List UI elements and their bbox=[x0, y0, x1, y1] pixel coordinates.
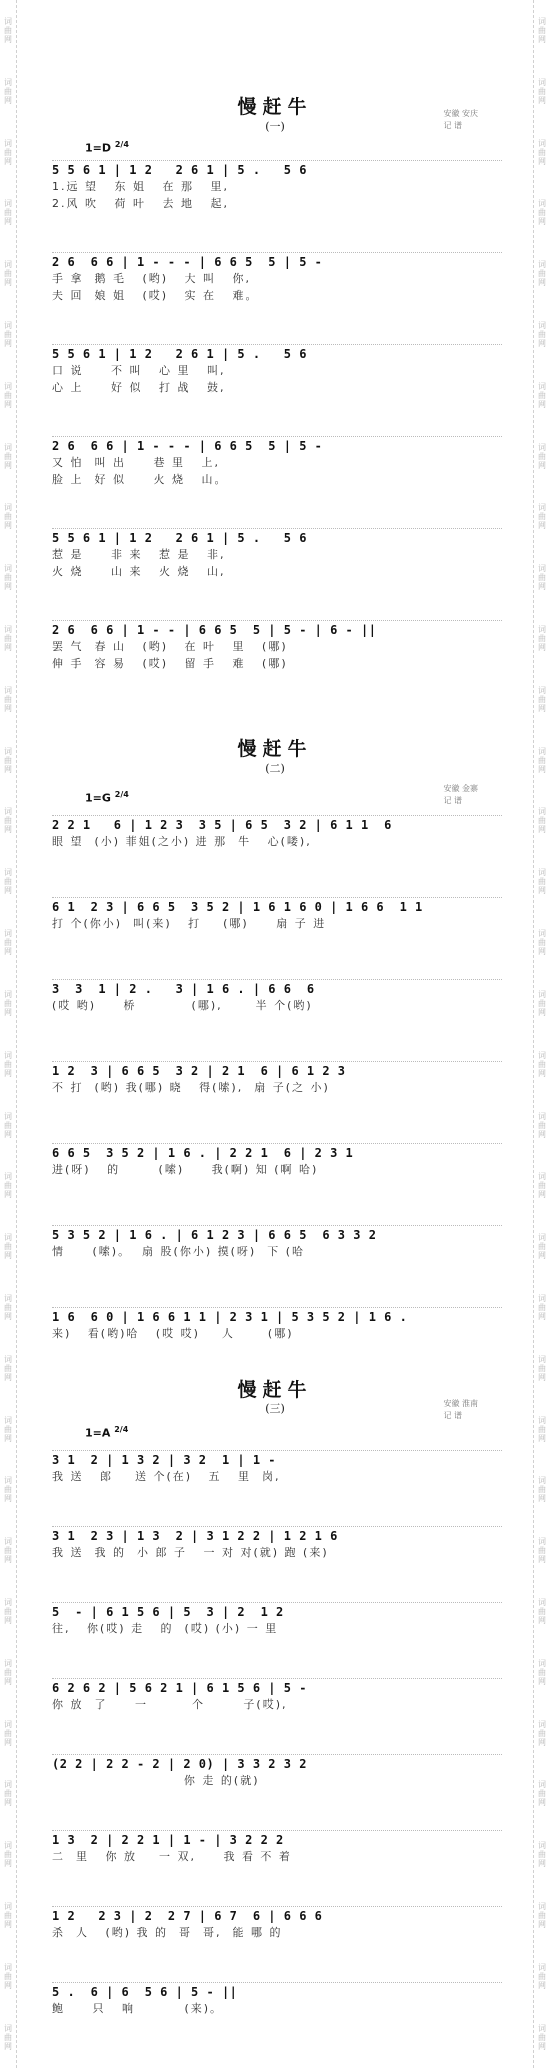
notation-system bbox=[52, 1602, 502, 1636]
watermark-text: 词曲网 bbox=[537, 807, 547, 835]
left-margin-watermark bbox=[0, 0, 17, 2068]
watermark-text: 词曲网 bbox=[3, 1598, 13, 1626]
watermark-text: 词曲网 bbox=[537, 746, 547, 774]
watermark-text: 词曲网 bbox=[537, 1841, 547, 1869]
piece-3-credit: 安徽 淮南 记 谱 bbox=[443, 1399, 478, 1420]
lyric-line: 我 送 我 的 小 郎 子 一 对 对(就) 跑 (来) bbox=[52, 1546, 329, 1559]
notation-system bbox=[52, 1526, 502, 1560]
lyric-line: (哎 哟) 桥 (哪), 半 个(哟) bbox=[52, 999, 313, 1012]
lyric-line: 惹 是 非 来 惹 是 非, bbox=[52, 548, 226, 561]
watermark-text: 词曲网 bbox=[537, 1233, 547, 1261]
lyric-line: 2.风 吹 荷 叶 去 地 起, bbox=[52, 197, 229, 210]
jianpu-notes: 5 . 6 | 6 5 6 | 5 - || bbox=[52, 1982, 502, 1999]
notation-system bbox=[52, 160, 502, 211]
lyric-line: 往, 你(哎) 走 的 (哎) (小) 一 里 bbox=[52, 1622, 279, 1635]
watermark-text: 词曲网 bbox=[3, 503, 13, 531]
score-sheet bbox=[30, 0, 520, 2068]
lyric-line: 鲍 只 响 (来)。 bbox=[52, 2002, 224, 2015]
lyric-line: 罢 气 春 山 (哟) 在 叶 里 (哪) bbox=[52, 640, 288, 653]
lyric-line: 我 送 郎 送 个(在) 五 里 岗, bbox=[52, 1470, 281, 1483]
watermark-text: 词曲网 bbox=[3, 1293, 13, 1321]
watermark-text: 词曲网 bbox=[3, 1658, 13, 1686]
watermark-text: 词曲网 bbox=[3, 929, 13, 957]
watermark-text: 词曲网 bbox=[3, 1050, 13, 1078]
piece-3-number: (三) bbox=[265, 1402, 285, 1415]
watermark-text: 词曲网 bbox=[3, 1780, 13, 1808]
notation-system bbox=[52, 252, 502, 303]
watermark-text: 词曲网 bbox=[3, 320, 13, 348]
watermark-text: 词曲网 bbox=[537, 1719, 547, 1747]
watermark-text: 词曲网 bbox=[537, 1111, 547, 1139]
piece-2-key: 1=G $^{2/4}$ bbox=[85, 790, 129, 805]
jianpu-notes: 2 2 1 6 | 1 2 3 3 5 | 6 5 3 2 | 6 1 1 6 bbox=[52, 815, 502, 832]
watermark-text: 词曲网 bbox=[537, 1658, 547, 1686]
lyric-line: 二 里 你 放 一 双, 我 看 不 着 bbox=[52, 1850, 292, 1863]
lyric-line: 又 怕 叫 出 巷 里 上, bbox=[52, 456, 220, 469]
watermark-text: 词曲网 bbox=[3, 1111, 13, 1139]
piece-3-title: 慢赶牛 bbox=[237, 1379, 313, 1401]
lyric-line: 手 拿 鹅 毛 (哟) 大 叫 你, bbox=[52, 272, 252, 285]
watermark-text: 词曲网 bbox=[3, 685, 13, 713]
watermark-text: 词曲网 bbox=[537, 1050, 547, 1078]
watermark-text: 词曲网 bbox=[3, 746, 13, 774]
watermark-text: 词曲网 bbox=[3, 1233, 13, 1261]
lyric-line: 火 烧 山 来 火 烧 山, bbox=[52, 565, 226, 578]
watermark-text: 词曲网 bbox=[537, 564, 547, 592]
watermark-text: 词曲网 bbox=[3, 989, 13, 1017]
watermark-text: 词曲网 bbox=[3, 564, 13, 592]
notation-system bbox=[52, 1830, 502, 1864]
notation-system bbox=[52, 620, 502, 671]
jianpu-notes: 6 1 2 3 | 6 6 5 3 5 2 | 1 6 1 6 0 | 1 6 6 1 1 bbox=[52, 897, 502, 914]
watermark-text: 词曲网 bbox=[537, 1293, 547, 1321]
watermark-text: 词曲网 bbox=[3, 381, 13, 409]
watermark-text: 词曲网 bbox=[3, 16, 13, 44]
jianpu-notes: 6 2 6 2 | 5 6 2 1 | 6 1 5 6 | 5 - bbox=[52, 1678, 502, 1695]
jianpu-notes: 2 6 6 6 | 1 - - - | 6 6 5 5 | 5 - bbox=[52, 436, 502, 453]
watermark-text: 词曲网 bbox=[3, 1841, 13, 1869]
watermark-text: 词曲网 bbox=[537, 685, 547, 713]
watermark-text: 词曲网 bbox=[537, 1598, 547, 1626]
jianpu-notes: 5 5 6 1 | 1 2 2 6 1 | 5 . 5 6 bbox=[52, 344, 502, 361]
watermark-text: 词曲网 bbox=[3, 1476, 13, 1504]
notation-system bbox=[52, 344, 502, 395]
watermark-text: 词曲网 bbox=[537, 1354, 547, 1382]
notation-system bbox=[52, 815, 502, 849]
watermark-text: 词曲网 bbox=[3, 138, 13, 166]
notation-system bbox=[52, 1906, 502, 1940]
watermark-text: 词曲网 bbox=[3, 807, 13, 835]
lyric-line: 伸 手 容 易 (哎) 留 手 难 (哪) bbox=[52, 657, 288, 670]
watermark-text: 词曲网 bbox=[3, 1537, 13, 1565]
piece-3-key: 1=A $^{2/4}$ bbox=[85, 1425, 129, 1440]
watermark-text: 词曲网 bbox=[3, 1172, 13, 1200]
lyric-line: 不 打 (哟) 我(哪) 晓 得(嗦), 扇 子(之 小) bbox=[52, 1081, 330, 1094]
jianpu-notes: 5 - | 6 1 5 6 | 5 3 | 2 1 2 bbox=[52, 1602, 502, 1619]
notation-system bbox=[52, 979, 502, 1013]
watermark-text: 词曲网 bbox=[3, 442, 13, 470]
lyric-line: 你 放 了 一 个 子(哎), bbox=[52, 1698, 288, 1711]
piece-1-number: (一) bbox=[265, 120, 285, 133]
watermark-text: 词曲网 bbox=[3, 1719, 13, 1747]
watermark-text: 词曲网 bbox=[537, 1476, 547, 1504]
piece-2-credit: 安徽 金寨 记 谱 bbox=[443, 784, 478, 805]
lyric-line: 1.远 望 东 姐 在 那 里, bbox=[52, 180, 229, 193]
watermark-text: 词曲网 bbox=[537, 625, 547, 653]
right-margin-watermark bbox=[533, 0, 550, 2068]
piece-1-title: 慢赶牛 bbox=[237, 96, 313, 118]
watermark-text: 词曲网 bbox=[537, 381, 547, 409]
lyric-line: 打 个(你小) 叫(来) 打 (哪) 扇 子 进 bbox=[52, 917, 327, 930]
piece-1-credit: 安徽 安庆 记 谱 bbox=[443, 109, 478, 130]
lyric-line: 情 (嗦)。 扇 股(你小) 摸(呀) 下 (哈 bbox=[52, 1245, 305, 1258]
jianpu-notes: 1 3 2 | 2 2 1 | 1 - | 3 2 2 2 bbox=[52, 1830, 502, 1847]
watermark-text: 词曲网 bbox=[537, 503, 547, 531]
piece-1-key: 1=D $^{2/4}$ bbox=[85, 140, 129, 155]
watermark-text: 词曲网 bbox=[537, 868, 547, 896]
piece-2-number: (二) bbox=[265, 762, 285, 775]
notation-system bbox=[52, 1225, 502, 1259]
lyric-line: 你 走 的(就) bbox=[52, 1774, 260, 1787]
lyric-line: 眼 望 (小) 菲姐(之小) 进 那 牛 心(喽), bbox=[52, 835, 312, 848]
jianpu-notes: 5 5 6 1 | 1 2 2 6 1 | 5 . 5 6 bbox=[52, 528, 502, 545]
watermark-text: 词曲网 bbox=[537, 929, 547, 957]
lyric-line: 来) 看(哟)哈 (哎 哎) 人 (哪) bbox=[52, 1327, 294, 1340]
watermark-text: 词曲网 bbox=[3, 1354, 13, 1382]
watermark-text: 词曲网 bbox=[537, 1902, 547, 1930]
notation-system bbox=[52, 897, 502, 931]
watermark-text: 词曲网 bbox=[537, 442, 547, 470]
lyric-line: 心 上 好 似 打 战 鼓, bbox=[52, 381, 226, 394]
jianpu-notes: 6 6 5 3 5 2 | 1 6 . | 2 2 1 6 | 2 3 1 bbox=[52, 1143, 502, 1160]
notation-system bbox=[52, 528, 502, 579]
watermark-text: 词曲网 bbox=[537, 199, 547, 227]
notation-system bbox=[52, 1061, 502, 1095]
watermark-text: 词曲网 bbox=[537, 16, 547, 44]
notation-system bbox=[52, 436, 502, 487]
watermark-text: 词曲网 bbox=[537, 320, 547, 348]
notation-system bbox=[52, 1450, 502, 1484]
jianpu-notes: 2 6 6 6 | 1 - - | 6 6 5 5 | 5 - | 6 - || bbox=[52, 620, 502, 637]
watermark-text: 词曲网 bbox=[537, 1415, 547, 1443]
jianpu-notes: 2 6 6 6 | 1 - - - | 6 6 5 5 | 5 - bbox=[52, 252, 502, 269]
watermark-text: 词曲网 bbox=[3, 625, 13, 653]
piece-2-title: 慢赶牛 bbox=[237, 738, 313, 760]
notation-system bbox=[52, 1143, 502, 1177]
jianpu-notes: 1 2 3 | 6 6 5 3 2 | 2 1 6 | 6 1 2 3 bbox=[52, 1061, 502, 1078]
watermark-text: 词曲网 bbox=[3, 2023, 13, 2051]
jianpu-notes: 3 3 1 | 2 . 3 | 1 6 . | 6 6 6 bbox=[52, 979, 502, 996]
lyric-line: 杀 人 (哟) 我 的 哥 哥, 能 哪 的 bbox=[52, 1926, 283, 1939]
watermark-text: 词曲网 bbox=[537, 1537, 547, 1565]
jianpu-notes: (2 2 | 2 2 - 2 | 2 0) | 3 3 2 3 2 bbox=[52, 1754, 502, 1771]
jianpu-notes: 3 1 2 | 1 3 2 | 3 2 1 | 1 - bbox=[52, 1450, 502, 1467]
watermark-text: 词曲网 bbox=[3, 1962, 13, 1990]
notation-system bbox=[52, 1307, 502, 1341]
lyric-line: 口 说 不 叫 心 里 叫, bbox=[52, 364, 226, 377]
watermark-text: 词曲网 bbox=[537, 1962, 547, 1990]
lyric-line: 进(呀) 的 (嗦) 我(啊) 知 (啊 哈) bbox=[52, 1163, 319, 1176]
lyric-line: 夫 回 娘 姐 (哎) 实 在 难。 bbox=[52, 289, 259, 302]
jianpu-notes: 1 2 2 3 | 2 2 7 | 6 7 6 | 6 6 6 bbox=[52, 1906, 502, 1923]
jianpu-notes: 1 6 6 0 | 1 6 6 1 1 | 2 3 1 | 5 3 5 2 | 1 6 . bbox=[52, 1307, 502, 1324]
watermark-text: 词曲网 bbox=[3, 868, 13, 896]
jianpu-notes: 5 3 5 2 | 1 6 . | 6 1 2 3 | 6 6 5 6 3 3 2 bbox=[52, 1225, 502, 1242]
watermark-text: 词曲网 bbox=[3, 260, 13, 288]
watermark-text: 词曲网 bbox=[537, 1172, 547, 1200]
watermark-text: 词曲网 bbox=[3, 1415, 13, 1443]
watermark-text: 词曲网 bbox=[537, 138, 547, 166]
watermark-text: 词曲网 bbox=[3, 77, 13, 105]
notation-system bbox=[52, 1678, 502, 1712]
jianpu-notes: 3 1 2 3 | 1 3 2 | 3 1 2 2 | 1 2 1 6 bbox=[52, 1526, 502, 1543]
watermark-text: 词曲网 bbox=[537, 2023, 547, 2051]
notation-system bbox=[52, 1754, 502, 1788]
notation-system bbox=[52, 1982, 502, 2016]
watermark-text: 词曲网 bbox=[537, 77, 547, 105]
jianpu-notes: 5 5 6 1 | 1 2 2 6 1 | 5 . 5 6 bbox=[52, 160, 502, 177]
watermark-text: 词曲网 bbox=[3, 199, 13, 227]
watermark-text: 词曲网 bbox=[3, 1902, 13, 1930]
lyric-line: 脸 上 好 似 火 烧 山。 bbox=[52, 473, 228, 486]
watermark-text: 词曲网 bbox=[537, 989, 547, 1017]
watermark-text: 词曲网 bbox=[537, 260, 547, 288]
watermark-text: 词曲网 bbox=[537, 1780, 547, 1808]
